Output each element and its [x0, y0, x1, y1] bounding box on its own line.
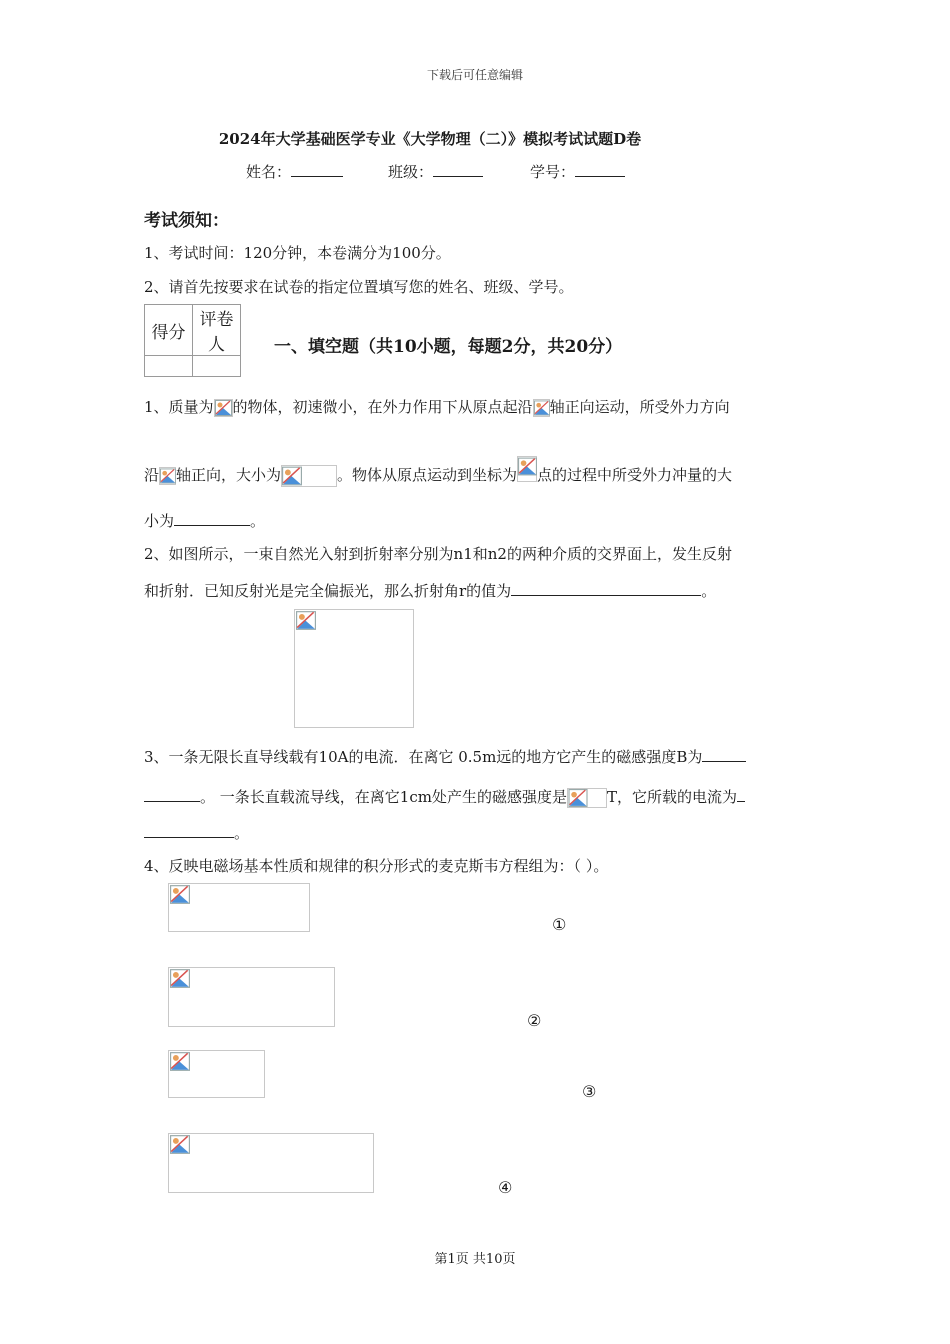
- class-blank: [433, 164, 483, 177]
- q2-text-b: 。: [701, 582, 717, 600]
- exam-title: 2024年大学基础医学专业《大学物理（二）》模拟考试试题D卷: [218, 130, 642, 148]
- q1-text-a: 1、质量为: [144, 398, 214, 416]
- name-label: 姓名：: [246, 163, 292, 181]
- page-footer: 第1页 共10页: [434, 1252, 516, 1267]
- q3-answer-blank-1a: [702, 749, 746, 762]
- section-title: 一、填空题（共10小题，每题2分，共20分）: [274, 337, 623, 357]
- question-1-line-1: [144, 396, 730, 417]
- question-1-line-2: [144, 456, 732, 487]
- q3-answer-blank-2b: [144, 825, 234, 838]
- broken-image-icon: [170, 1135, 190, 1154]
- score-cell: [145, 356, 193, 377]
- question-3-line-1: [144, 746, 746, 767]
- question-2-line-1: 2、如图所示，一束自然光入射到折射率分别为n1和n2的两种介质的交界面上，发生反射: [144, 545, 732, 563]
- q2-answer-blank: [511, 583, 701, 596]
- id-field: [530, 161, 625, 182]
- equation-image-4: [168, 1133, 374, 1193]
- q3-answer-blank-1b: [144, 789, 200, 802]
- equation-mark-1: ①: [552, 915, 567, 934]
- broken-image-icon: [170, 885, 190, 904]
- score-table: [144, 304, 241, 377]
- question-3-line-3: [144, 822, 249, 843]
- question-4-line-1: 4、反映电磁场基本性质和规律的积分形式的麦克斯韦方程组为：（ ）。: [144, 857, 609, 875]
- q1-text-h: 小为: [144, 512, 175, 530]
- broken-image-icon: [170, 969, 190, 988]
- broken-image-icon: [159, 467, 176, 485]
- q1-text-g: 点的过程中所受外力冲量的大: [537, 466, 733, 484]
- class-label: 班级：: [388, 163, 434, 181]
- q3-text-a: 3、一条无限长直导线载有10A的电流．在离它 0.5m远的地方它产生的磁感强度B为: [144, 748, 703, 766]
- broken-image-icon: [281, 465, 337, 487]
- broken-image-icon: [170, 1052, 190, 1071]
- header-note: 下载后可任意编辑: [426, 68, 523, 82]
- grader-header: 评卷人: [193, 305, 241, 356]
- q3-text-d: 。: [234, 824, 250, 842]
- q1-text-i: 。: [250, 512, 266, 530]
- name-blank: [291, 164, 343, 177]
- equation-mark-4: ④: [498, 1178, 513, 1197]
- equation-image-1: [168, 883, 310, 932]
- question-2-line-2: [144, 580, 716, 601]
- question-1-line-3: [144, 510, 265, 531]
- equation-mark-3: ③: [582, 1082, 597, 1101]
- q3-text-b: 。 一条长直载流导线，在离它1cm处产生的磁感强度是: [200, 788, 567, 806]
- grader-cell: [193, 356, 241, 377]
- q1-text-d: 沿: [144, 466, 160, 484]
- id-blank: [575, 164, 625, 177]
- q2-figure-image: [294, 609, 414, 728]
- q1-answer-blank: [174, 513, 250, 526]
- score-header: 得分: [145, 305, 193, 356]
- q1-text-c: 轴正向运动，所受外力方向: [549, 398, 730, 416]
- notice-item-1: 1、考试时间：120分钟，本卷满分为100分。: [144, 244, 451, 262]
- broken-image-icon: [533, 399, 550, 417]
- broken-image-icon: [567, 788, 607, 808]
- id-label: 学号：: [530, 163, 576, 181]
- equation-mark-2: ②: [527, 1011, 542, 1030]
- equation-image-2: [168, 967, 335, 1027]
- broken-image-icon: [517, 456, 537, 482]
- class-field: [388, 161, 483, 182]
- question-3-line-2: [144, 786, 745, 808]
- q1-text-f: 。物体从原点运动到坐标为: [337, 466, 518, 484]
- notice-item-2: 2、请首先按要求在试卷的指定位置填写您的姓名、班级、学号。: [144, 278, 574, 296]
- broken-image-icon: [214, 399, 233, 417]
- equation-image-3: [168, 1050, 265, 1098]
- name-field: [246, 161, 343, 182]
- q2-text-a: 和折射．已知反射光是完全偏振光，那么折射角r的值为: [144, 582, 512, 600]
- notice-heading: 考试须知：: [144, 211, 229, 231]
- q1-text-b: 的物体，初速微小，在外力作用下从原点起沿: [232, 398, 533, 416]
- q3-text-c: T，它所载的电流为: [606, 788, 737, 806]
- broken-image-icon: [296, 611, 316, 630]
- q3-answer-blank-2a: [737, 789, 745, 802]
- q1-text-e: 轴正向，大小为: [176, 466, 282, 484]
